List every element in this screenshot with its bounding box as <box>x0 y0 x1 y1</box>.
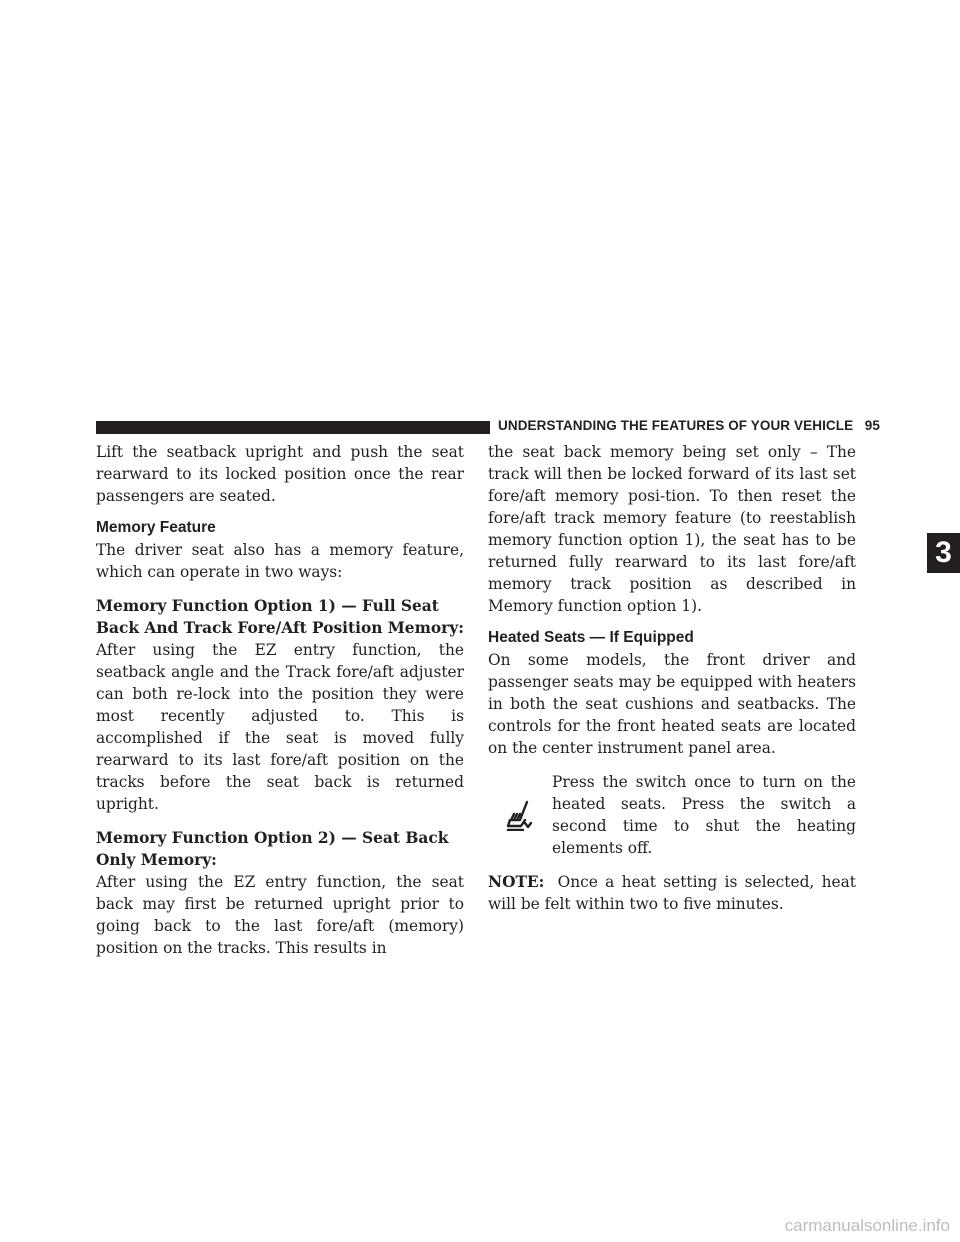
chapter-tab: 3 <box>927 533 960 573</box>
right-column <box>488 441 856 915</box>
heated-seat-icon <box>488 771 552 859</box>
option1-paragraph: After using the EZ entry function, the seatback angle and the Track fore/aft adjuster can both re-lock into the position they were most recently adjusted to. This is accomplished if the seat is moved fully rearward to its last fore/aft position on the tracks before the seat back is returned upright. <box>96 641 464 813</box>
watermark-text: carmanualsonline.info <box>784 1216 950 1235</box>
header-rule <box>96 421 490 434</box>
running-header <box>498 418 880 433</box>
heated-seat-icon-text: Press the switch once to turn on the heated seats. Press the switch a second time to shut the heating elements off. <box>552 773 856 857</box>
page-number: 95 <box>864 418 881 433</box>
option1-heading: Memory Function Option 1) — Full Seat Back And Track Fore/Aft Position Memory: <box>96 597 464 637</box>
option2-heading: Memory Function Option 2) — Seat Back Only Memory: <box>96 829 449 869</box>
header-title: UNDERSTANDING THE FEATURES OF YOUR VEHICLE <box>498 418 854 433</box>
heated-seats-paragraph: On some models, the front driver and passenger seats may be equipped with heaters in both the seat cushions and seatbacks. The controls for the front heated seats are located on the center instrument panel area. <box>488 651 856 757</box>
continued-paragraph: the seat back memory being set only – The track will then be locked forward of its last set fore/aft memory posi-tion. To then reset the fore/aft track memory feature (to reestablish memory function option 1), the seat has to be returned fully rearward to its last fore/aft memory track position as described in Memory function option 1). <box>488 443 856 615</box>
heated-seat-instruction <box>488 771 856 859</box>
memory-feature-paragraph: The driver seat also has a memory feature, which can operate in two ways: <box>96 541 464 581</box>
option2-paragraph: After using the EZ entry function, the seat back may first be returned upright prior to going back to the last fore/aft (memory) position on the tracks. This results in <box>96 873 464 957</box>
left-column <box>96 441 464 959</box>
heated-seats-heading: Heated Seats — If Equipped <box>488 629 694 646</box>
note-paragraph <box>488 871 856 915</box>
memory-feature-heading: Memory Feature <box>96 519 216 536</box>
note-text: Once a heat setting is selected, heat will be felt within two to five minutes. <box>488 873 856 913</box>
intro-paragraph: Lift the seatback upright and push the seat rearward to its locked position once the rear passengers are seated. <box>96 443 464 505</box>
note-label: NOTE: <box>488 873 545 891</box>
